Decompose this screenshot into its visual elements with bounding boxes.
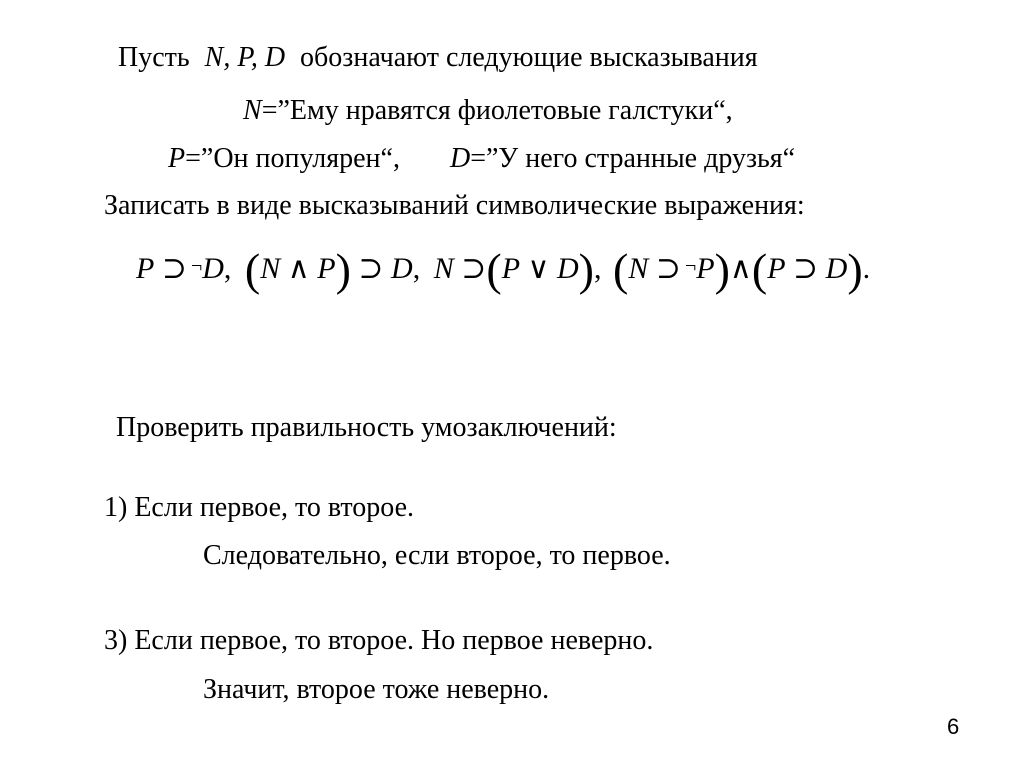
var-d: D: [556, 252, 579, 285]
right-paren: ): [335, 244, 351, 295]
left-paren: (: [612, 244, 629, 295]
task-verify-heading: Проверить правильность умозаключений:: [116, 412, 617, 443]
definition-pd: [168, 141, 795, 177]
page-number: 6: [947, 714, 960, 739]
item-3-conclusion: Значит, второе тоже неверно.: [203, 674, 550, 705]
right-paren: ): [578, 244, 594, 295]
and-symbol: ∧: [287, 252, 310, 285]
symbolic-expressions: [136, 244, 871, 295]
var-p: P: [767, 252, 786, 285]
var-n: N: [433, 252, 454, 285]
expr-1: P ⊃ ¬D,: [136, 252, 239, 285]
var-n: N: [260, 252, 281, 285]
def-n-text: =”Ему нравятся фиолетовые галстуки“,: [261, 95, 733, 126]
not-symbol: ¬: [684, 255, 697, 277]
var-d: D: [202, 252, 224, 285]
implies-symbol: ⊃: [793, 252, 819, 285]
item-3-premise: 3) Если первое, то второе. Но первое неверно.: [104, 625, 654, 656]
right-paren: ): [847, 244, 863, 295]
or-symbol: ∨: [527, 252, 550, 285]
def-n-var: N: [243, 95, 262, 126]
right-paren: ): [714, 244, 730, 295]
intro-line: [118, 40, 758, 76]
left-paren: (: [244, 244, 261, 295]
var-p: P: [501, 252, 521, 285]
var-d: D: [391, 252, 413, 285]
left-paren: (: [751, 244, 768, 295]
and-symbol: ∧: [729, 252, 752, 285]
implies-symbol: ⊃: [655, 252, 681, 285]
task-write-heading: Записать в виде высказываний символические выражения:: [104, 190, 805, 221]
def-p-var: P: [168, 143, 186, 174]
item-1-premise: 1) Если первое, то второе.: [104, 492, 415, 523]
left-paren: (: [486, 244, 502, 295]
def-d-text: =”У него странные друзья“: [470, 143, 796, 174]
var-d: D: [825, 252, 848, 285]
item-1-conclusion: Следовательно, если второе, то первое.: [203, 540, 671, 571]
var-p: P: [696, 252, 715, 285]
not-symbol: ¬: [190, 255, 203, 277]
expr-3: N ⊃(P ∨ D),: [433, 244, 609, 295]
expr-4: (N ⊃ ¬P)∧(P ⊃ D).: [612, 244, 871, 295]
definition-n: [243, 93, 733, 129]
def-p-text: =”Он популярен“,: [185, 143, 400, 174]
implies-symbol: ⊃: [358, 252, 384, 285]
implies-symbol: ⊃: [161, 252, 187, 285]
expr-2: (N ∧ P) ⊃ D,: [244, 244, 428, 295]
implies-symbol: ⊃: [461, 252, 487, 285]
var-p: P: [136, 252, 155, 285]
intro-suffix: обозначают следующие высказывания: [300, 42, 758, 73]
var-p: P: [317, 252, 336, 285]
intro-prefix: Пусть: [118, 42, 190, 73]
def-d-var: D: [449, 143, 471, 174]
var-n: N: [628, 252, 649, 285]
intro-vars: N, P, D: [204, 42, 286, 73]
